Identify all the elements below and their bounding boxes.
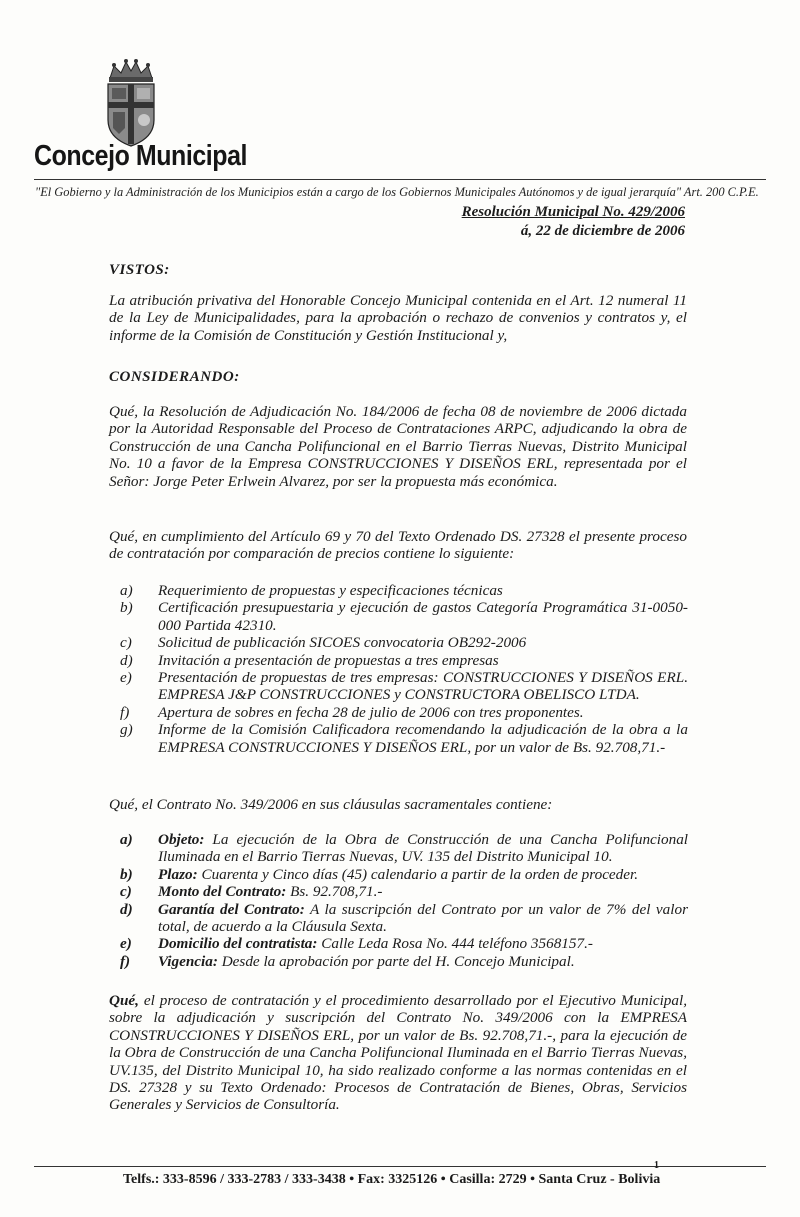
coat-of-arms-icon	[104, 58, 158, 150]
considerando-paragraph-1: Qué, la Resolución de Adjudicación No. 184/2006 de fecha 08 de noviembre de 2006 dictada por la Autoridad Responsable del Proceso de Contrataciones ARPC, adjudicando la obra de Construcción de una Cancha Polifuncional en el Barrio Tierras Nuevas, Distrito Municipal No. 10 a favor de la Empresa CONSTRUCCIONES Y DISEÑOS ERL, representada por el Señor: Jorge Peter Erlwein Alvarez, por ser la propuesta más económica.	[109, 403, 687, 490]
council-title: Concejo Municipal	[34, 140, 248, 172]
list-item: c) Solicitud de publicación SICOES convocatoria OB292-2006	[120, 634, 527, 652]
list-item: b) Plazo: Cuarenta y Cinco días (45) calendario a partir de la orden de proceder.	[120, 865, 639, 883]
list-item: d) Invitación a presentación de propuestas a tres empresas	[120, 651, 499, 669]
considerando-paragraph-4: Qué, el proceso de contratación y el procedimiento desarrollado por el Ejecutivo Municipal, sobre la adjudicación y suscripción del Contrato No. 349/2006 con la EMPRESA CONSTRUCCIONES Y DISEÑOS ERL, por un valor de Bs. 92.708,71.-, para la ejecución de la Obra de Construcción de una Cancha Polifuncional Iluminada en el Barrio Tierras Nuevas, UV.135, del Distrito Municipal 10, ha sido realizado conforme a las normas contenidas en el DS. 27328 y su Texto Ordenado: Procesos de Contratación de Bienes, Obras, Servicios Generales y Servicios de Consultoría.	[109, 992, 687, 1114]
vistos-paragraph: La atribución privativa del Honorable Concejo Municipal contenida en el Art. 12 numeral 11 de la Ley de Municipalidades, para la aprobación o rechazo de convenios y contratos y, el informe de la Comisión de Constitución y Gestión Institucional y,	[109, 292, 687, 344]
resolution-number: Resolución Municipal No. 429/2006	[461, 204, 685, 220]
list-item: f) Apertura de sobres en fecha 28 de julio de 2006 con tres proponentes.	[120, 703, 584, 721]
list-item: d) Garantía del Contrato: A la suscripción del Contrato por un valor de 7% del valor total, de acuerdo a la Cláusula Sexta.	[120, 900, 688, 936]
considerando-paragraph-2: Qué, en cumplimiento del Artículo 69 y 70 del Texto Ordenado DS. 27328 el presente proceso de contratación por comparación de precios contiene lo siguiente:	[109, 528, 687, 563]
considerando-heading: CONSIDERANDO:	[109, 369, 240, 385]
footer-contact: Telfs.: 333-8596 / 333-2783 / 333-3438 • Fax: 3325126 • Casilla: 2729 • Santa Cruz - Bolivia	[123, 1172, 661, 1187]
considerando-paragraph-3: Qué, el Contrato No. 349/2006 en sus cláusulas sacramentales contiene:	[109, 796, 553, 813]
resolution-date: á, 22 de diciembre de 2006	[520, 223, 685, 239]
header-rule	[34, 179, 766, 180]
list-item: e) Presentación de propuestas de tres empresas: CONSTRUCCIONES Y DISEÑOS ERL. EMPRESA J&P CONSTRUCCIONES y CONSTRUCTORA OBELISCO LTDA.	[120, 669, 688, 704]
list-item: a) Requerimiento de propuestas y especificaciones técnicas	[120, 582, 503, 599]
page-number: 1	[654, 1160, 659, 1171]
constitution-motto: "El Gobierno y la Administración de los Municipios están a cargo de los Gobiernos Municipales Autónomos y de igual jerarquía" Art. 200 C.P.E.	[35, 185, 759, 199]
list-item: a) Objeto: La ejecución de la Obra de Construcción de una Cancha Polifuncional Iluminada en el Barrio Tierras Nuevas, UV. 135 del Distrito Municipal 10.	[120, 831, 689, 866]
list-item: c) Monto del Contrato: Bs. 92.708,71.-	[120, 883, 383, 901]
vistos-heading: VISTOS:	[109, 262, 170, 278]
process-requirements-list	[120, 582, 688, 756]
list-item: g) Informe de la Comisión Calificadora recomendando la adjudicación de la obra a la EMPRESA CONSTRUCCIONES Y DISEÑOS ERL, por un valor de Bs. 92.708,71.-	[120, 721, 688, 756]
list-item: f) Vigencia: Desde la aprobación por parte del H. Concejo Municipal.	[120, 952, 575, 970]
contract-clauses-list	[120, 831, 688, 970]
list-item: e) Domicilio del contratista: Calle Leda Rosa No. 444 teléfono 3568157.-	[120, 935, 593, 953]
list-item: b) Certificación presupuestaria y ejecución de gastos Categoría Programática 31-0050-000 Partida 42310.	[120, 599, 688, 634]
